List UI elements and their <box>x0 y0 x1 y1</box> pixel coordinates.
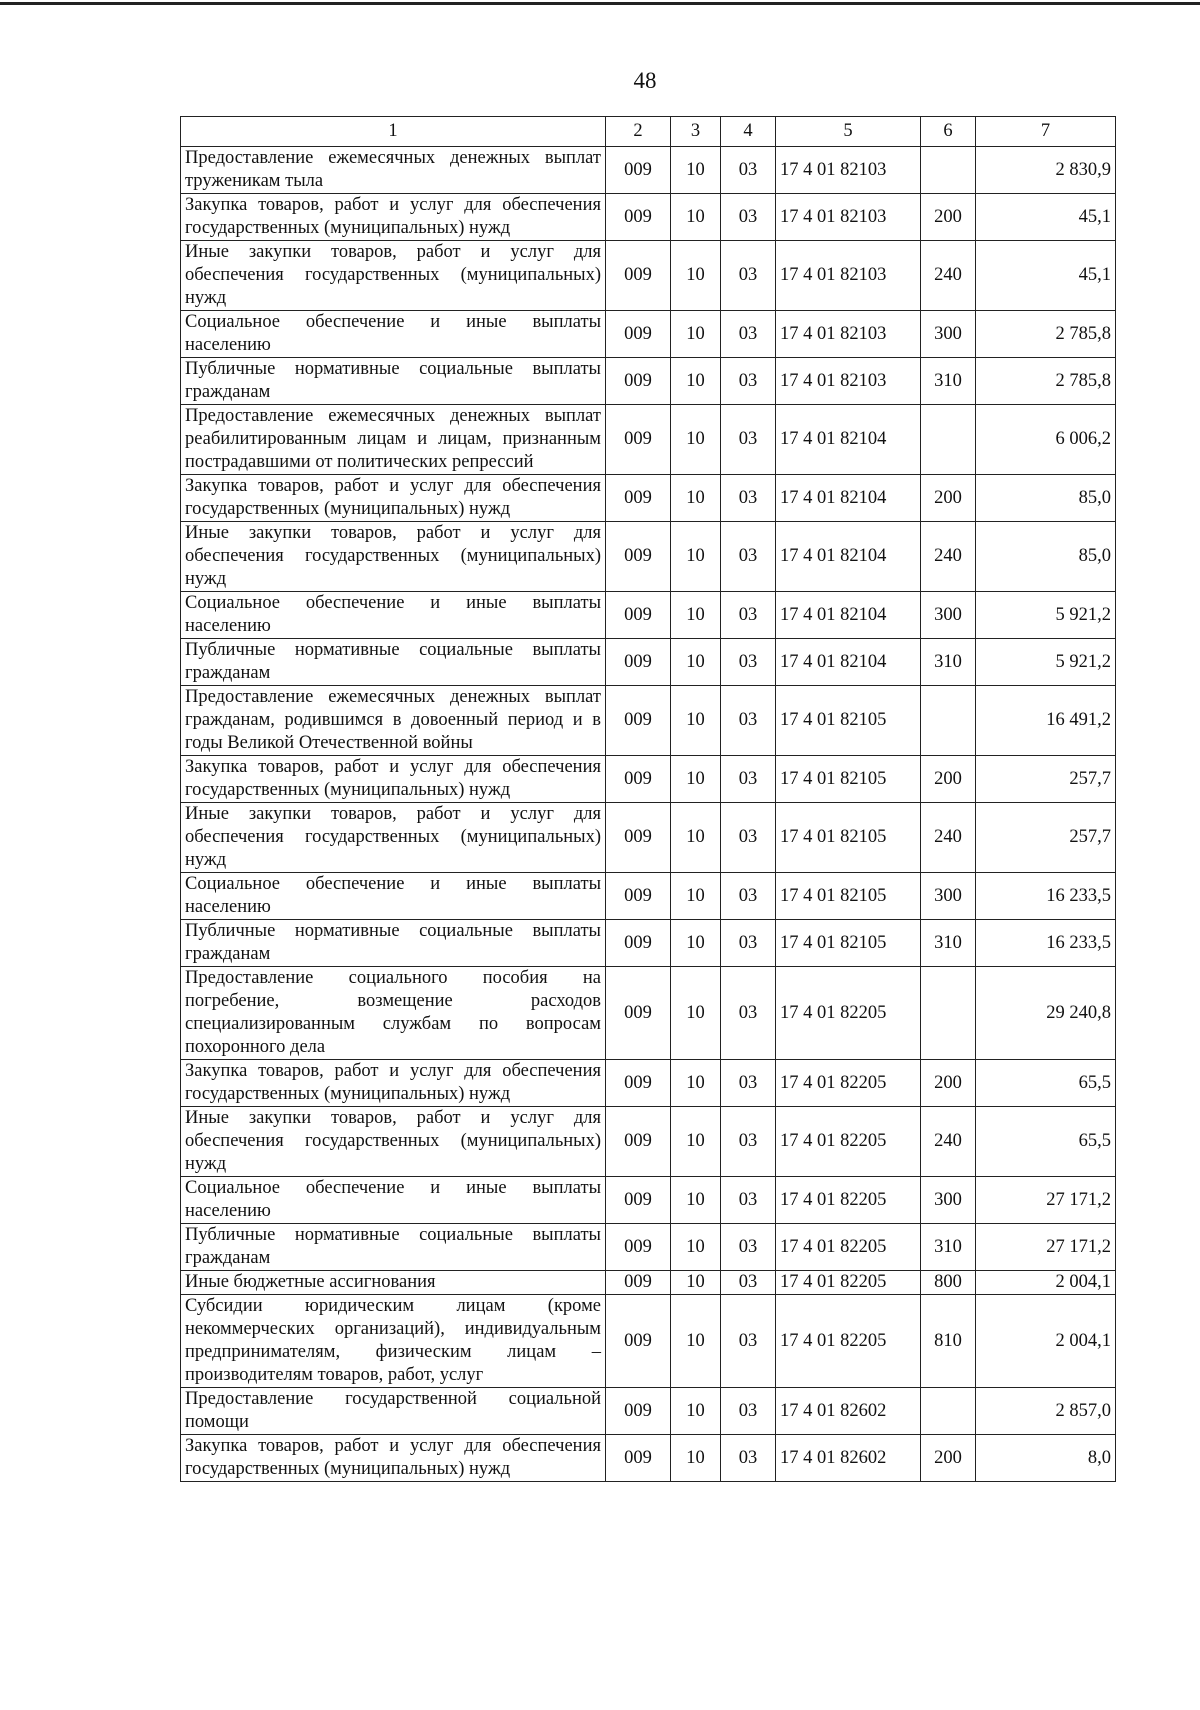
table-row <box>181 592 1116 639</box>
row-target-item-cell: 17 4 01 82105 <box>776 873 921 920</box>
row-target-item-cell: 17 4 01 82104 <box>776 522 921 592</box>
row-expense-type-cell: 200 <box>921 194 976 241</box>
row-amount-cell: 2 004,1 <box>976 1271 1116 1295</box>
row-name-cell: Закупка товаров, работ и услуг для обеспечения государственных (муниципальных) нужд <box>181 1060 606 1107</box>
row-section-cell: 10 <box>671 686 721 756</box>
row-ministry-code-cell: 009 <box>606 686 671 756</box>
table-row <box>181 639 1116 686</box>
row-amount-cell: 65,5 <box>976 1107 1116 1177</box>
row-target-item-cell: 17 4 01 82205 <box>776 1060 921 1107</box>
row-subsection-cell: 03 <box>721 1271 776 1295</box>
row-section-cell: 10 <box>671 873 721 920</box>
row-expense-type-cell: 200 <box>921 1435 976 1482</box>
row-target-item-cell: 17 4 01 82104 <box>776 639 921 686</box>
row-subsection-cell: 03 <box>721 639 776 686</box>
row-ministry-code-cell: 009 <box>606 873 671 920</box>
row-subsection-cell: 03 <box>721 1388 776 1435</box>
row-ministry-code-cell: 009 <box>606 1271 671 1295</box>
row-subsection-cell: 03 <box>721 686 776 756</box>
row-target-item-cell: 17 4 01 82105 <box>776 686 921 756</box>
row-amount-cell: 85,0 <box>976 475 1116 522</box>
row-name-cell: Иные закупки товаров, работ и услуг для обеспечения государственных (муниципальных) нужд <box>181 522 606 592</box>
row-amount-cell: 5 921,2 <box>976 592 1116 639</box>
row-target-item-cell: 17 4 01 82103 <box>776 311 921 358</box>
row-expense-type-cell: 200 <box>921 1060 976 1107</box>
row-target-item-cell: 17 4 01 82602 <box>776 1435 921 1482</box>
row-target-item-cell: 17 4 01 82103 <box>776 241 921 311</box>
row-expense-type-cell: 310 <box>921 358 976 405</box>
row-amount-cell: 16 233,5 <box>976 873 1116 920</box>
table-row <box>181 686 1116 756</box>
row-ministry-code-cell: 009 <box>606 920 671 967</box>
table-row <box>181 194 1116 241</box>
row-ministry-code-cell: 009 <box>606 639 671 686</box>
row-amount-cell: 27 171,2 <box>976 1177 1116 1224</box>
row-section-cell: 10 <box>671 241 721 311</box>
table-body <box>181 147 1116 1482</box>
column-header: 4 <box>721 117 776 147</box>
table-row <box>181 241 1116 311</box>
row-target-item-cell: 17 4 01 82105 <box>776 920 921 967</box>
row-expense-type-cell <box>921 147 976 194</box>
row-subsection-cell: 03 <box>721 1435 776 1482</box>
row-target-item-cell: 17 4 01 82105 <box>776 756 921 803</box>
row-subsection-cell: 03 <box>721 1177 776 1224</box>
row-expense-type-cell: 240 <box>921 1107 976 1177</box>
row-ministry-code-cell: 009 <box>606 967 671 1060</box>
row-amount-cell: 2 785,8 <box>976 311 1116 358</box>
column-header: 5 <box>776 117 921 147</box>
row-expense-type-cell: 240 <box>921 241 976 311</box>
row-amount-cell: 45,1 <box>976 194 1116 241</box>
row-amount-cell: 2 830,9 <box>976 147 1116 194</box>
row-subsection-cell: 03 <box>721 1295 776 1388</box>
row-ministry-code-cell: 009 <box>606 311 671 358</box>
row-name-cell: Иные закупки товаров, работ и услуг для обеспечения государственных (муниципальных) нужд <box>181 803 606 873</box>
row-amount-cell: 65,5 <box>976 1060 1116 1107</box>
row-section-cell: 10 <box>671 358 721 405</box>
table-row <box>181 1060 1116 1107</box>
row-expense-type-cell: 200 <box>921 475 976 522</box>
row-section-cell: 10 <box>671 592 721 639</box>
row-section-cell: 10 <box>671 920 721 967</box>
page-number: 48 <box>633 68 657 93</box>
row-subsection-cell: 03 <box>721 967 776 1060</box>
row-subsection-cell: 03 <box>721 756 776 803</box>
row-amount-cell: 16 491,2 <box>976 686 1116 756</box>
row-name-cell: Социальное обеспечение и иные выплаты населению <box>181 311 606 358</box>
row-section-cell: 10 <box>671 1271 721 1295</box>
row-section-cell: 10 <box>671 967 721 1060</box>
row-target-item-cell: 17 4 01 82104 <box>776 405 921 475</box>
table-row <box>181 1435 1116 1482</box>
row-subsection-cell: 03 <box>721 358 776 405</box>
row-expense-type-cell: 300 <box>921 592 976 639</box>
row-amount-cell: 257,7 <box>976 803 1116 873</box>
row-name-cell: Предоставление ежемесячных денежных выплат реабилитированным лицам и лицам, признанным пострадавшими от политических репрессий <box>181 405 606 475</box>
row-expense-type-cell: 310 <box>921 1224 976 1271</box>
row-name-cell: Социальное обеспечение и иные выплаты населению <box>181 592 606 639</box>
table-row <box>181 522 1116 592</box>
row-name-cell: Социальное обеспечение и иные выплаты населению <box>181 873 606 920</box>
row-amount-cell: 16 233,5 <box>976 920 1116 967</box>
row-target-item-cell: 17 4 01 82205 <box>776 1224 921 1271</box>
row-target-item-cell: 17 4 01 82104 <box>776 592 921 639</box>
table-row <box>181 756 1116 803</box>
row-target-item-cell: 17 4 01 82104 <box>776 475 921 522</box>
row-expense-type-cell: 240 <box>921 522 976 592</box>
table-row <box>181 1388 1116 1435</box>
row-expense-type-cell: 810 <box>921 1295 976 1388</box>
row-section-cell: 10 <box>671 405 721 475</box>
row-expense-type-cell <box>921 967 976 1060</box>
table-row <box>181 147 1116 194</box>
row-name-cell: Иные закупки товаров, работ и услуг для обеспечения государственных (муниципальных) нужд <box>181 1107 606 1177</box>
column-header: 2 <box>606 117 671 147</box>
row-expense-type-cell: 310 <box>921 920 976 967</box>
row-name-cell: Субсидии юридическим лицам (кроме некоммерческих организаций), индивидуальным предпринимателям, физическим лицам – производителям товаров, работ, услуг <box>181 1295 606 1388</box>
table-row <box>181 311 1116 358</box>
top-border-line <box>0 2 1200 5</box>
row-name-cell: Публичные нормативные социальные выплаты гражданам <box>181 639 606 686</box>
table-row <box>181 803 1116 873</box>
table-row <box>181 1271 1116 1295</box>
row-name-cell: Публичные нормативные социальные выплаты гражданам <box>181 920 606 967</box>
row-target-item-cell: 17 4 01 82205 <box>776 1295 921 1388</box>
table-row <box>181 405 1116 475</box>
row-section-cell: 10 <box>671 756 721 803</box>
row-subsection-cell: 03 <box>721 592 776 639</box>
row-ministry-code-cell: 009 <box>606 358 671 405</box>
row-name-cell: Предоставление ежемесячных денежных выплат труженикам тыла <box>181 147 606 194</box>
row-subsection-cell: 03 <box>721 1107 776 1177</box>
row-section-cell: 10 <box>671 311 721 358</box>
row-ministry-code-cell: 009 <box>606 405 671 475</box>
row-expense-type-cell: 300 <box>921 1177 976 1224</box>
row-name-cell: Публичные нормативные социальные выплаты гражданам <box>181 358 606 405</box>
row-subsection-cell: 03 <box>721 241 776 311</box>
row-name-cell: Предоставление социального пособия на погребение, возмещение расходов специализированным службам по вопросам похоронного дела <box>181 967 606 1060</box>
row-expense-type-cell: 200 <box>921 756 976 803</box>
row-subsection-cell: 03 <box>721 147 776 194</box>
row-target-item-cell: 17 4 01 82103 <box>776 358 921 405</box>
table-row <box>181 1224 1116 1271</box>
row-subsection-cell: 03 <box>721 522 776 592</box>
table-row <box>181 1107 1116 1177</box>
row-expense-type-cell: 800 <box>921 1271 976 1295</box>
row-name-cell: Социальное обеспечение и иные выплаты населению <box>181 1177 606 1224</box>
row-subsection-cell: 03 <box>721 405 776 475</box>
row-target-item-cell: 17 4 01 82205 <box>776 1271 921 1295</box>
table-row <box>181 475 1116 522</box>
row-name-cell: Закупка товаров, работ и услуг для обеспечения государственных (муниципальных) нужд <box>181 1435 606 1482</box>
table-row <box>181 967 1116 1060</box>
column-header: 1 <box>181 117 606 147</box>
row-name-cell: Иные бюджетные ассигнования <box>181 1271 606 1295</box>
row-target-item-cell: 17 4 01 82602 <box>776 1388 921 1435</box>
row-subsection-cell: 03 <box>721 311 776 358</box>
row-ministry-code-cell: 009 <box>606 756 671 803</box>
row-ministry-code-cell: 009 <box>606 241 671 311</box>
row-section-cell: 10 <box>671 1388 721 1435</box>
table-row <box>181 873 1116 920</box>
row-ministry-code-cell: 009 <box>606 1177 671 1224</box>
row-name-cell: Публичные нормативные социальные выплаты гражданам <box>181 1224 606 1271</box>
row-amount-cell: 45,1 <box>976 241 1116 311</box>
row-ministry-code-cell: 009 <box>606 1224 671 1271</box>
row-ministry-code-cell: 009 <box>606 803 671 873</box>
row-section-cell: 10 <box>671 1107 721 1177</box>
row-name-cell: Предоставление государственной социальной помощи <box>181 1388 606 1435</box>
row-target-item-cell: 17 4 01 82205 <box>776 1177 921 1224</box>
row-subsection-cell: 03 <box>721 873 776 920</box>
row-subsection-cell: 03 <box>721 194 776 241</box>
row-amount-cell: 2 004,1 <box>976 1295 1116 1388</box>
row-section-cell: 10 <box>671 194 721 241</box>
row-target-item-cell: 17 4 01 82205 <box>776 1107 921 1177</box>
row-section-cell: 10 <box>671 522 721 592</box>
row-ministry-code-cell: 009 <box>606 522 671 592</box>
row-ministry-code-cell: 009 <box>606 147 671 194</box>
table-row <box>181 358 1116 405</box>
row-section-cell: 10 <box>671 639 721 686</box>
row-section-cell: 10 <box>671 147 721 194</box>
row-section-cell: 10 <box>671 1224 721 1271</box>
row-target-item-cell: 17 4 01 82105 <box>776 803 921 873</box>
row-ministry-code-cell: 009 <box>606 592 671 639</box>
row-ministry-code-cell: 009 <box>606 194 671 241</box>
row-target-item-cell: 17 4 01 82103 <box>776 147 921 194</box>
row-amount-cell: 6 006,2 <box>976 405 1116 475</box>
row-subsection-cell: 03 <box>721 920 776 967</box>
row-ministry-code-cell: 009 <box>606 1060 671 1107</box>
row-section-cell: 10 <box>671 1435 721 1482</box>
row-name-cell: Иные закупки товаров, работ и услуг для обеспечения государственных (муниципальных) нужд <box>181 241 606 311</box>
row-subsection-cell: 03 <box>721 1060 776 1107</box>
row-amount-cell: 257,7 <box>976 756 1116 803</box>
row-section-cell: 10 <box>671 1177 721 1224</box>
table-row <box>181 920 1116 967</box>
row-section-cell: 10 <box>671 1060 721 1107</box>
row-amount-cell: 29 240,8 <box>976 967 1116 1060</box>
row-amount-cell: 27 171,2 <box>976 1224 1116 1271</box>
row-target-item-cell: 17 4 01 82103 <box>776 194 921 241</box>
row-expense-type-cell: 240 <box>921 803 976 873</box>
row-amount-cell: 5 921,2 <box>976 639 1116 686</box>
table-row <box>181 1295 1116 1388</box>
row-name-cell: Закупка товаров, работ и услуг для обеспечения государственных (муниципальных) нужд <box>181 756 606 803</box>
budget-table <box>180 116 1116 1482</box>
row-expense-type-cell: 300 <box>921 311 976 358</box>
row-section-cell: 10 <box>671 1295 721 1388</box>
row-target-item-cell: 17 4 01 82205 <box>776 967 921 1060</box>
row-ministry-code-cell: 009 <box>606 1388 671 1435</box>
row-amount-cell: 2 785,8 <box>976 358 1116 405</box>
row-expense-type-cell: 300 <box>921 873 976 920</box>
column-header: 6 <box>921 117 976 147</box>
row-amount-cell: 85,0 <box>976 522 1116 592</box>
row-expense-type-cell <box>921 1388 976 1435</box>
row-amount-cell: 2 857,0 <box>976 1388 1116 1435</box>
header-row <box>181 117 1116 147</box>
row-ministry-code-cell: 009 <box>606 1295 671 1388</box>
row-expense-type-cell <box>921 686 976 756</box>
row-ministry-code-cell: 009 <box>606 475 671 522</box>
table-row <box>181 1177 1116 1224</box>
row-expense-type-cell <box>921 405 976 475</box>
row-name-cell: Закупка товаров, работ и услуг для обеспечения государственных (муниципальных) нужд <box>181 475 606 522</box>
row-expense-type-cell: 310 <box>921 639 976 686</box>
row-section-cell: 10 <box>671 803 721 873</box>
column-header: 7 <box>976 117 1116 147</box>
row-subsection-cell: 03 <box>721 803 776 873</box>
row-section-cell: 10 <box>671 475 721 522</box>
row-ministry-code-cell: 009 <box>606 1107 671 1177</box>
row-subsection-cell: 03 <box>721 1224 776 1271</box>
row-name-cell: Закупка товаров, работ и услуг для обеспечения государственных (муниципальных) нужд <box>181 194 606 241</box>
row-name-cell: Предоставление ежемесячных денежных выплат гражданам, родившимся в довоенный период и в годы Великой Отечественной войны <box>181 686 606 756</box>
column-header: 3 <box>671 117 721 147</box>
row-subsection-cell: 03 <box>721 475 776 522</box>
row-ministry-code-cell: 009 <box>606 1435 671 1482</box>
row-amount-cell: 8,0 <box>976 1435 1116 1482</box>
